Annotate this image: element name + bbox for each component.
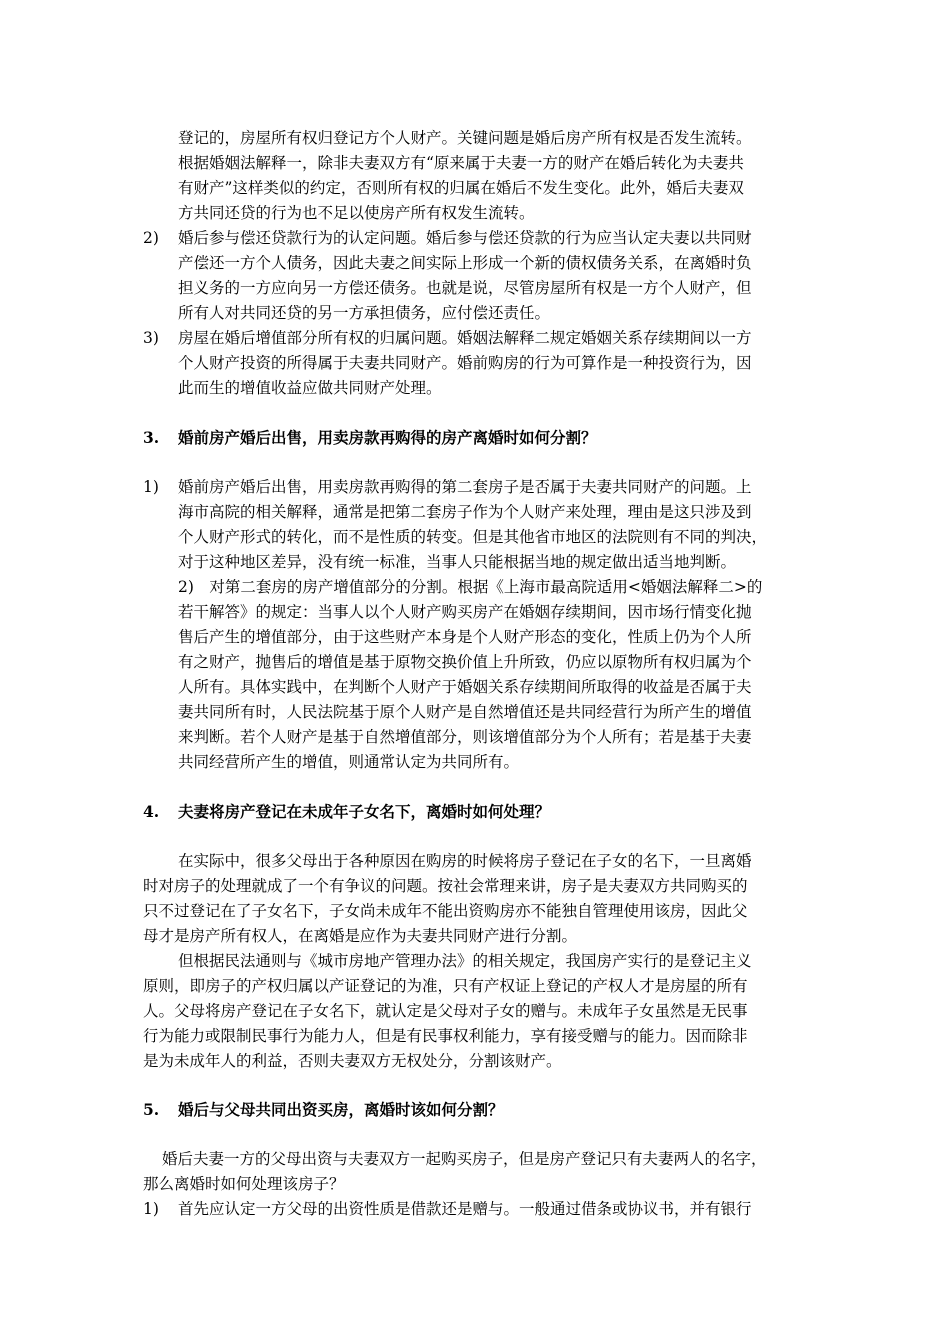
text-line: 那么离婚时如何处理该房子？ bbox=[143, 1175, 345, 1193]
text-line: 婚前房产婚后出售，用卖房款再购得的第二套房子是否属于夫妻共同财产的问题。上 bbox=[178, 478, 752, 496]
text-line: 2) 对第二套房的房产增值部分的分割。根据《上海市最高院适用<婚姻法解释二>的 bbox=[178, 578, 763, 596]
section-number: 5. bbox=[143, 1100, 160, 1119]
text-line: 个人财产形式的转化，而不是性质的转变。但是其他省市地区的法院则有不同的判决， bbox=[178, 528, 768, 546]
text-line: 有财产”这样类似的约定，否则所有权的归属在婚后不发生变化。此外，婚后夫妻双 bbox=[178, 179, 744, 197]
list-item-number: 3) bbox=[143, 329, 159, 347]
text-line: 在实际中，很多父母出于各种原因在购房的时候将房子登记在子女的名下，一旦离婚 bbox=[178, 852, 752, 870]
text-line: 房屋在婚后增值部分所有权的归属问题。婚姻法解释二规定婚姻关系存续期间以一方 bbox=[178, 329, 752, 347]
text-line: 首先应认定一方父母的出资性质是借款还是赠与。一般通过借条或协议书，并有银行 bbox=[178, 1200, 752, 1218]
text-line: 人所有。具体实践中，在判断个人财产于婚姻关系存续期间所取得的收益是否属于夫 bbox=[178, 678, 752, 696]
text-line: 婚后夫妻一方的父母出资与夫妻双方一起购买房子，但是房产登记只有夫妻两人的名字， bbox=[162, 1150, 767, 1168]
text-line: 但根据民法通则与《城市房地产管理办法》的相关规定，我国房产实行的是登记主义 bbox=[178, 952, 752, 970]
list-item-number: 1) bbox=[143, 1200, 159, 1218]
text-line: 对于这种地区差异，没有统一标准，当事人只能根据当地的规定做出适当地判断。 bbox=[178, 553, 737, 571]
text-line: 只不过登记在了子女名下，子女尚未成年不能出资购房亦不能独自管理使用该房，因此父 bbox=[143, 902, 748, 920]
text-line: 来判断。若个人财产是基于自然增值部分，则该增值部分为个人所有；若是基于夫妻 bbox=[178, 728, 752, 746]
list-item-number: 1) bbox=[143, 478, 159, 496]
text-line: 是为未成年人的利益，否则夫妻双方无权处分，分割该财产。 bbox=[143, 1052, 562, 1070]
text-line: 有之财产，抛售后的增值是基于原物交换价值上升所致，仍应以原物所有权归属为个 bbox=[178, 653, 752, 671]
text-line: 此而生的增值收益应做共同财产处理。 bbox=[178, 379, 442, 397]
text-line: 行为能力或限制民事行为能力人，但是有民事权利能力，享有接受赠与的能力。因而除非 bbox=[143, 1027, 748, 1045]
section-title: 夫妻将房产登记在未成年子女名下，离婚时如何处理？ bbox=[178, 802, 551, 821]
section-number: 4. bbox=[143, 802, 160, 821]
section-number: 3. bbox=[143, 428, 160, 447]
text-line: 方共同还贷的行为也不足以使房产所有权发生流转。 bbox=[178, 204, 535, 222]
text-line: 登记的，房屋所有权归登记方个人财产。关键问题是婚后房产所有权是否发生流转。 bbox=[178, 129, 752, 147]
text-line: 担义务的一方应向另一方偿还债务。也就是说，尽管房屋所有权是一方个人财产，但 bbox=[178, 279, 752, 297]
text-line: 产偿还一方个人债务，因此夫妻之间实际上形成一个新的债权债务关系，在离婚时负 bbox=[178, 254, 752, 272]
text-line: 共同经营所产生的增值，则通常认定为共同所有。 bbox=[178, 753, 520, 771]
text-line: 时对房子的处理就成了一个有争议的问题。按社会常理来讲，房子是夫妻双方共同购买的 bbox=[143, 877, 748, 895]
text-line: 售后产生的增值部分，由于这些财产本身是个人财产形态的变化，性质上仍为个人所 bbox=[178, 628, 752, 646]
text-line: 个人财产投资的所得属于夫妻共同财产。婚前购房的行为可算作是一种投资行为，因 bbox=[178, 354, 752, 372]
text-line: 婚后参与偿还贷款行为的认定问题。婚后参与偿还贷款的行为应当认定夫妻以共同财 bbox=[178, 229, 752, 247]
section-title: 婚前房产婚后出售，用卖房款再购得的房产离婚时如何分割？ bbox=[178, 428, 597, 447]
text-line: 妻共同所有时，人民法院基于原个人财产是自然增值还是共同经营行为所产生的增值 bbox=[178, 703, 752, 721]
section-title: 婚后与父母共同出资买房，离婚时该如何分割？ bbox=[178, 1100, 504, 1119]
text-line: 海市高院的相关解释，通常是把第二套房子作为个人财产来处理，理由是这只涉及到 bbox=[178, 503, 752, 521]
text-line: 原则，即房子的产权归属以产证登记的为准，只有产权证上登记的产权人才是房屋的所有 bbox=[143, 977, 748, 995]
text-line: 人。父母将房产登记在子女名下，就认定是父母对子女的赠与。未成年子女虽然是无民事 bbox=[143, 1002, 748, 1020]
text-line: 若干解答》的规定：当事人以个人财产购买房产在婚姻存续期间，因市场行情变化抛 bbox=[178, 603, 752, 621]
text-line: 所有人对共同还贷的另一方承担债务，应付偿还责任。 bbox=[178, 304, 551, 322]
list-item-number: 2) bbox=[143, 229, 159, 247]
text-line: 根据婚姻法解释一，除非夫妻双方有“原来属于夫妻一方的财产在婚后转化为夫妻共 bbox=[178, 154, 744, 172]
text-line: 母才是房产所有权人，在离婚是应作为夫妻共同财产进行分割。 bbox=[143, 927, 578, 945]
